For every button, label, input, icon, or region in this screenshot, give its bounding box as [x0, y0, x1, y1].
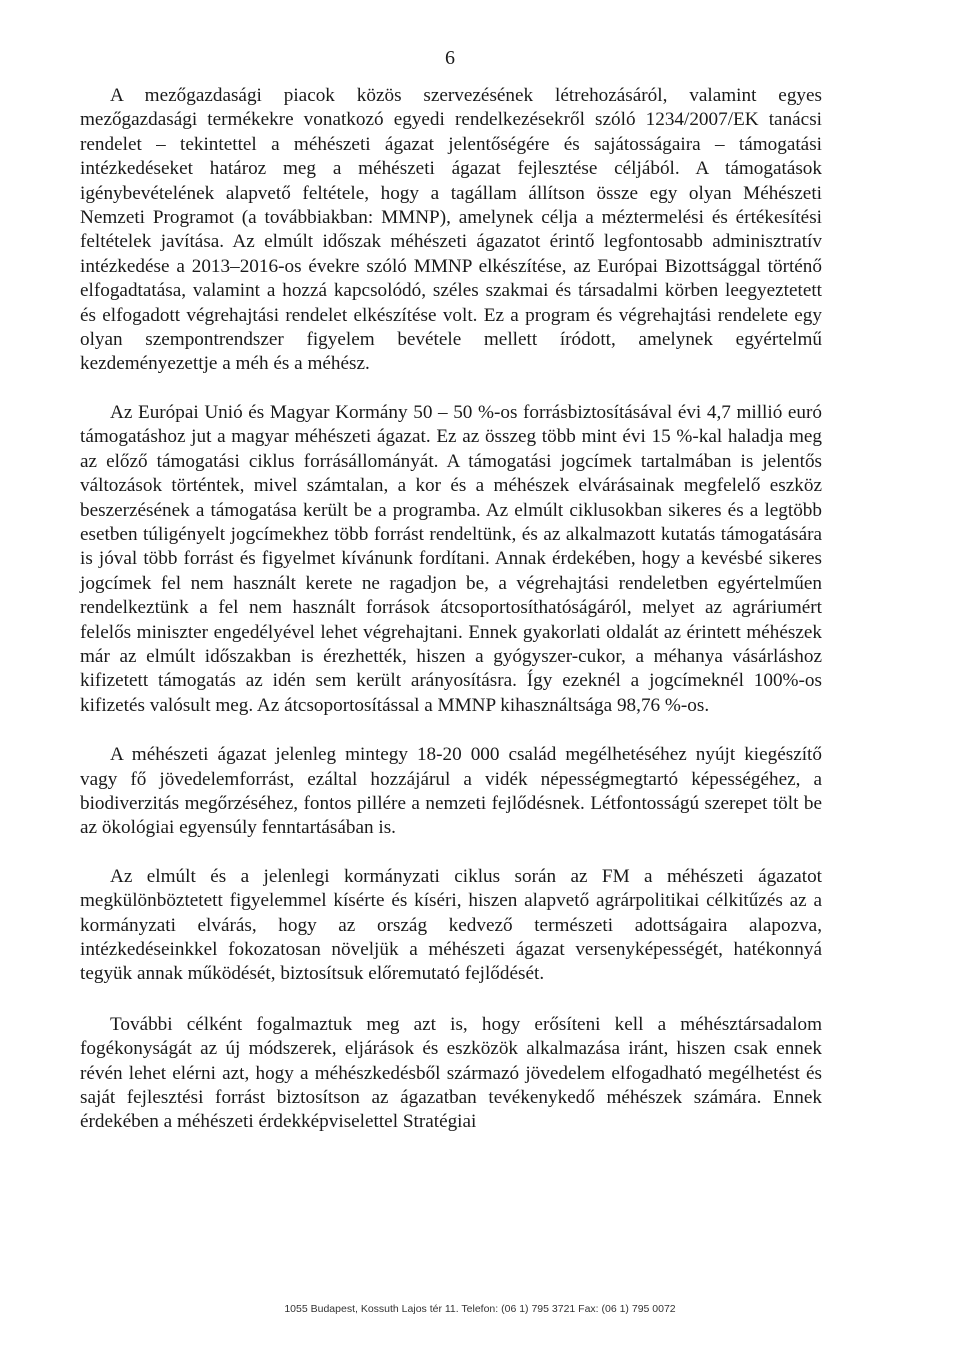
paragraph-government-policy: Az elmúlt és a jelenlegi kormányzati ciklus során az FM a méhészeti ágazatot megkülönböztetett figyelemmel kísérte és kíséri, hiszen alapvető agrárpolitikai célkitűzés az a kormányzati elvárás, hogy az ország kedvező természeti adottságaira alapozva, intézkedéseinkkel fokozatosan növeljük a méhészeti ágazat versenyképességét, hatékonnyá tegyük annak működését, biztosítsuk előremutató fejlődését.	[80, 865, 822, 985]
paragraph-funding: Az Európai Unió és Magyar Kormány 50 – 50 %-os forrásbiztosításával évi 4,7 millió euró támogatáshoz jut a magyar méhészeti ágazat. Ez az összeg több mint évi 15 %-kal haladja meg az előző támogatási ciklus forrásállományát. A támogatási jogcímek tartalmában is jelentős változások történtek, mivel számtalan, a kor és a méhészek elvárásainak megfelelő eszköz beszerzésének a támogatása került be a programba. Az elmúlt ciklusokban sikeres és a legtöbb esetben túligényelt jogcímekhez több forrást rendeltünk, és az alkalmazott kutatás támogatására is jóval több forrást és figyelmet kívánunk fordítani. Annak érdekében, hogy a kevésbé sikeres jogcímek fel nem használt kerete ne ragadjon be, a végrehajtási rendeletben egyértelműen rendelkeztünk a fel nem használt források átcsoportosíthatóságáról, melyet az agráriumért felelős miniszter engedélyével lehet végrehajtani. Ennek gyakorlati oldalát az érintett méhészek már az elmúlt időszakban is érezhették, hiszen a gyógyszer-cukor, a méhanya vásárláshoz kifizetett támogatás az idén sem került arányosításra. Így ezeknél a jogcímeknél 100%-os kifizetés valósult meg. Az átcsoportosítással a MMNP kihasználtsága 98,76 %-os.	[80, 401, 822, 716]
page-number: 6	[445, 47, 455, 69]
body-text	[80, 84, 822, 1135]
page-footer-address: 1055 Budapest, Kossuth Lajos tér 11. Telefon: (06 1) 795 3721 Fax: (06 1) 795 0072	[284, 1303, 676, 1315]
paragraph-further-goals: További célként fogalmaztuk meg azt is, hogy erősíteni kell a méhésztársadalom fogékonyságát az új módszerek, eljárások és eszközök alkalmazása iránt, hiszen csak ennek révén lehet elérni azt, hogy a méhészkedésből származó jövedelem elfogadható megélhetést és saját fejlesztési forrást biztosítson az ágazatban tevékenykedő méhészek számára. Ennek érdekében a méhészeti érdekképviselettel Stratégiai	[80, 1013, 822, 1133]
paragraph-sector-role: A méhészeti ágazat jelenleg mintegy 18-20 000 család megélhetéséhez nyújt kiegészítő vagy fő jövedelemforrást, ezáltal hozzájárul a vidék népességmegtartó képességéhez, a biodiverzitás megőrzéséhez, fontos pillére a nemzeti fejlődésnek. Létfontosságú szerepet tölt be az ökológiai egyensúly fenntartásában is.	[80, 744, 822, 839]
paragraph-eu-regulation: A mezőgazdasági piacok közös szervezésének létrehozásáról, valamint egyes mezőgazdasági termékekre vonatkozó egyedi rendelkezésekről szóló 1234/2007/EK tanácsi rendelet – tekintettel a méhészeti ágazat jelentőségére és sajátosságaira – támogatási intézkedéseket határoz meg a méhészeti ágazat fejlesztése céljából. A támogatások igénybevételének alapvető feltétele, hogy a tagállam állítson össze egy olyan Méhészeti Nemzeti Programot (a továbbiakban: MMNP), amelynek célja a méztermelési és értékesítési feltételek javítása. Az elmúlt időszak méhészeti ágazatot érintő legfontosabb adminisztratív intézkedése a 2013–2016-os évekre szóló MMNP elkészítése, az Európai Bizottsággal történő elfogadtatása, valamint a hozzá kapcsolódó, széles szakmai és társadalmi körben leegyeztetett és elfogadott végrehajtási rendelet elkészítése volt. Ez a program és végrehajtási rendelete egy olyan szempontrendszer figyelem bevétele mellett íródott, amelynek egyértelmű kezdeményezettje a méh és a méhész.	[80, 85, 822, 375]
